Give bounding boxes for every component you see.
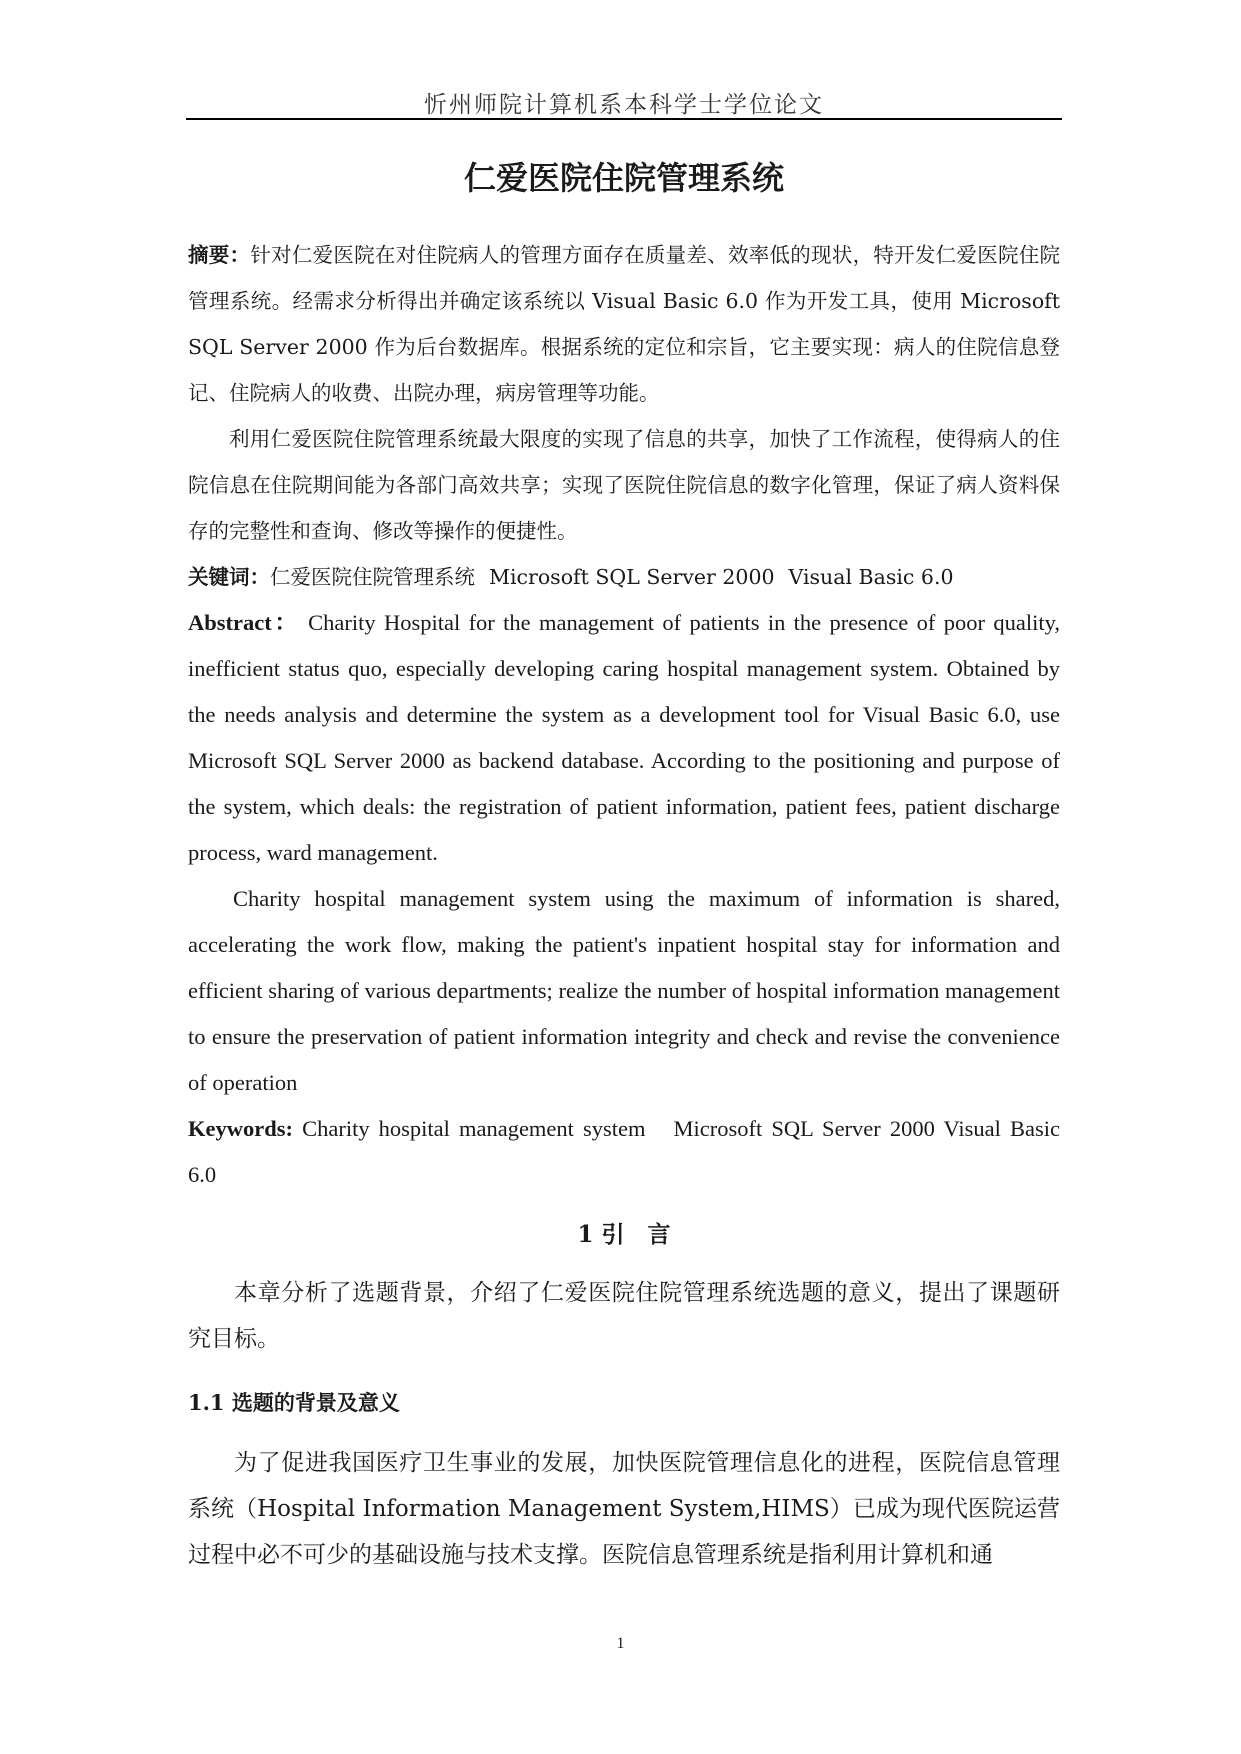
- page-content: [188, 150, 1060, 1578]
- abstract-zh-label: 摘要：: [188, 243, 251, 267]
- abstract-zh-paragraph-2: 利用仁爱医院住院管理系统最大限度的实现了信息的共享，加快了工作流程，使得病人的住院信息在住院期间能为各部门高效共享；实现了医院住院信息的数字化管理，保证了病人资料保存的完整性和查询、修改等操作的便捷性。: [188, 427, 1060, 543]
- abstract-en-paragraph-2: Charity hospital management system using the maximum of information is shared, accelerating the work flow, making the patient's inpatient hospital stay for information and efficient sharing of various departments; realize the number of hospital information management to ensure the preservation of patient information integrity and check and revise the convenience of operation: [188, 886, 1060, 1095]
- abstract-zh-paragraph-1: [188, 232, 1060, 416]
- keywords-en: [188, 1106, 1060, 1198]
- section-1-title: 1 引 言: [577, 1221, 671, 1248]
- section-1-intro: 本章分析了选题背景，介绍了仁爱医院住院管理系统选题的意义，提出了课题研究目标。: [188, 1280, 1060, 1352]
- page-number: 1: [616, 1635, 625, 1652]
- keyword-zh-1: 仁爱医院住院管理系统: [270, 565, 475, 589]
- abstract-en-label: Abstract：: [188, 610, 300, 635]
- running-header: 忻州师院计算机系本科学士学位论文: [424, 92, 824, 118]
- paper-title: 仁爱医院住院管理系统: [463, 159, 784, 197]
- keyword-en-1: Charity hospital management system: [302, 1116, 646, 1141]
- keyword-zh-3: Visual Basic 6.0: [788, 565, 954, 589]
- keywords-zh: [188, 554, 1060, 600]
- abstract-zh-text-1: 针对仁爱医院在对住院病人的管理方面存在质量差、效率低的现状，特开发仁爱医院住院管理系统。经需求分析得出并确定该系统以 Visual Basic 6.0 作为开发工具，使用 Microsoft SQL Server 2000 作为后台数据库。根据系统的定位和宗旨，它主要实现：病人的住院信息登记、住院病人的收费、出院办理，病房管理等功能。: [188, 243, 1061, 405]
- keywords-en-label: Keywords:: [188, 1116, 293, 1141]
- keyword-zh-2: Microsoft SQL Server 2000: [489, 565, 775, 589]
- keyword-en-3: Visual Basic 6.0: [188, 1116, 1060, 1187]
- abstract-en-paragraph-1: [188, 600, 1060, 876]
- section-1-1-title: 1.1 选题的背景及意义: [188, 1390, 400, 1415]
- keywords-zh-label: 关键词：: [188, 565, 270, 589]
- abstract-en-text-1: Charity Hospital for the management of patients in the presence of poor quality, inefficient status quo, especially developing caring hospital management system. Obtained by the needs analysis and determine the system as a development tool for Visual Basic 6.0, use Microsoft SQL Server 2000 as backend database. According to the positioning and purpose of the system, which deals: the registration of patient information, patient fees, patient discharge process, ward management.: [188, 610, 1060, 865]
- keyword-en-2: Microsoft SQL Server 2000: [673, 1116, 935, 1141]
- section-1-1-paragraph: 为了促进我国医疗卫生事业的发展，加快医院管理信息化的进程，医院信息管理系统（Hospital Information Management System,HIMS）已成为现代医院运营过程中必不可少的基础设施与技术支撑。医院信息管理系统是指利用计算机和通: [188, 1450, 1060, 1568]
- header-rule: [186, 118, 1062, 120]
